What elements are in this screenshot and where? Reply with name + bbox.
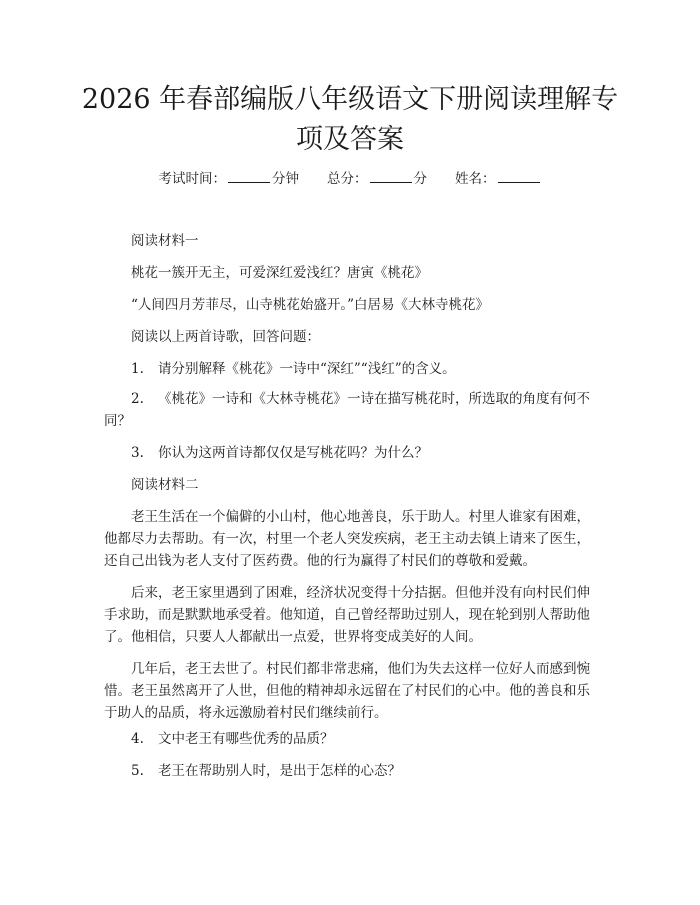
poem-1: 桃花一簇开无主，可爱深红爱浅红？唐寅《桃花》 <box>131 265 428 281</box>
question-3 <box>104 442 600 464</box>
document-title <box>80 80 620 160</box>
question-5 <box>104 760 600 782</box>
question-4 <box>104 728 600 750</box>
score-label: 总分： <box>327 171 368 187</box>
name-label: 姓名： <box>455 171 496 187</box>
question-number: 5. <box>131 763 144 779</box>
question-1 <box>104 358 600 380</box>
name-blank <box>498 168 540 183</box>
title-line-1: 2026 年春部编版八年级语文下册阅读理解专 <box>81 84 619 115</box>
question-number: 3. <box>131 445 144 461</box>
score-unit: 分 <box>413 171 427 187</box>
question-text: 请分别解释《桃花》一诗中“深红”“浅红”的含义。 <box>158 361 456 377</box>
question-text: 文中老王有哪些优秀的品质？ <box>158 731 334 747</box>
time-label: 考试时间： <box>158 171 226 187</box>
time-unit: 分钟 <box>272 171 299 187</box>
story-paragraph-3: 几年后，老王去世了。村民们都非常悲痛，他们为失去这样一位好人而感到惋惜。老王虽然离开了人世，但他的精神却永远留在了村民们的心中。他的善良和乐于助人的品质，将永远激励着村民们继续前行。 <box>104 661 590 721</box>
question-number: 1. <box>131 361 144 377</box>
question-text: 你认为这两首诗都仅仅是写桃花吗？为什么？ <box>158 445 428 461</box>
question-2 <box>104 388 600 432</box>
exam-meta <box>0 168 700 189</box>
section1-heading: 阅读材料一 <box>131 233 199 249</box>
score-blank <box>370 168 412 183</box>
question-number: 4. <box>131 731 144 747</box>
question-text: 《桃花》一诗和《大林寺桃花》一诗在描写桃花时，所选取的角度有何不同？ <box>104 391 590 429</box>
title-line-2: 项及答案 <box>296 124 404 155</box>
time-blank <box>228 168 270 183</box>
question-text: 老王在帮助别人时，是出于怎样的心态？ <box>158 763 401 779</box>
question-number: 2. <box>131 391 144 407</box>
story-paragraph-1: 老王生活在一个偏僻的小山村，他心地善良，乐于助人。村里人谁家有困难，他都尽力去帮助。有一次，村里一个老人突发疾病，老王主动去镇上请来了医生，还自己出钱为老人支付了医药费。他的行为赢得了村民们的尊敬和爱戴。 <box>104 509 590 569</box>
section2-heading: 阅读材料二 <box>131 477 199 493</box>
poem-2: “人间四月芳菲尽，山寺桃花始盛开。”白居易《大林寺桃花》 <box>131 297 490 313</box>
story-paragraph-2: 后来，老王家里遇到了困难，经济状况变得十分拮据。但他并没有向村民们伸手求助，而是默默地承受着。他知道，自己曾经帮助过别人，现在轮到别人帮助他了。他相信，只要人人都献出一点爱，世界将变成美好的人间。 <box>104 585 590 645</box>
instruction: 阅读以上两首诗歌，回答问题： <box>131 329 320 345</box>
